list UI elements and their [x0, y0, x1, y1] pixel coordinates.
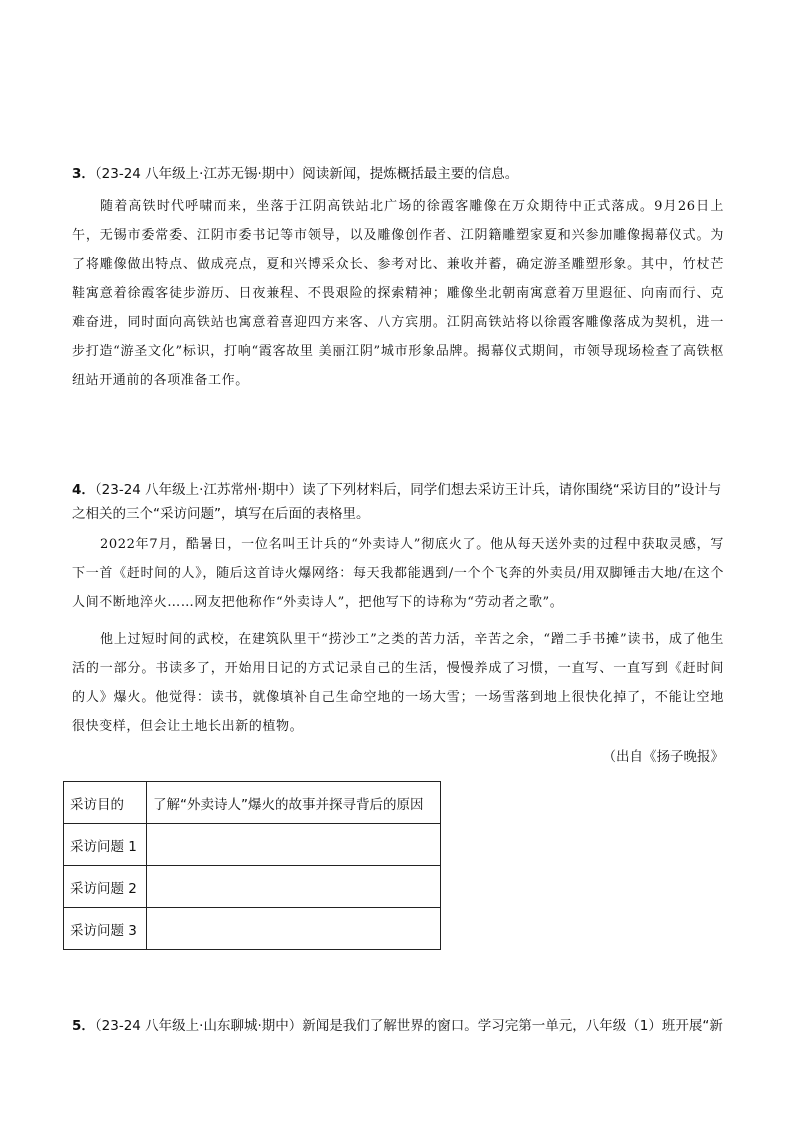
question-4-source: （出自《扬子晚报》: [602, 749, 724, 765]
table-row: [64, 866, 441, 908]
question-3: [72, 162, 724, 395]
interview-table: [63, 781, 441, 950]
question-4-material-paragraph-2: 他上过短时间的武校，在建筑队里干“捞沙工”之类的苦力活，辛苦之余，“蹭二手书摊”读书，成了他生活的一部分。书读多了，开始用日记的方式记录自己的生活，慢慢养成了习惯，一直写、一直写到《赶时间的人》爆火。他觉得：读书，就像填补自己生命空地的一场大雪；一场雪落到地上很快化掉了，不能让空地很快变样，但会让土地长出新的植物。: [72, 632, 724, 734]
question-4: [72, 478, 724, 769]
question-5: [72, 1014, 724, 1038]
question-4-stem: [72, 478, 724, 526]
question-4-number: 4．: [72, 482, 95, 498]
question-5-number: 5．: [72, 1018, 95, 1034]
table-cell-value: 了解“外卖诗人”爆火的故事并探寻背后的原因: [147, 782, 441, 824]
question-4-text: （23-24 八年级上·江苏常州·期中）读了下列材料后，同学们想去采访王计兵，请你围绕“采访目的”设计与之相关的三个“采访问题”，填写在后面的表格里。: [72, 482, 722, 522]
table-row: [64, 782, 441, 824]
question-3-number: 3．: [72, 166, 95, 182]
answer-cell-2[interactable]: [147, 866, 441, 908]
table-cell-label: 采访问题 2: [64, 866, 147, 908]
table-cell-label: 采访目的: [64, 782, 147, 824]
table-cell-label: 采访问题 3: [64, 908, 147, 950]
answer-cell-3[interactable]: [147, 908, 441, 950]
question-5-stem: [72, 1014, 724, 1038]
question-3-news-paragraph: 随着高铁时代呼啸而来，坐落于江阴高铁站北广场的徐霞客雕像在万众期待中正式落成。9月26日上午，无锡市委常委、江阴市委书记等市领导，以及雕像创作者、江阴籍雕塑家夏和兴参加雕像揭幕仪式。为了将雕像做出特点、做成亮点，夏和兴博采众长、参考对比、兼收并蓄，确定游圣雕塑形象。其中，竹杖芒鞋寓意着徐霞客徒步游历、日夜兼程、不畏艰险的探索精神；雕像坐北朝南寓意着万里遐征、向南而行、克难奋进，同时面向高铁站也寓意着喜迎四方来客、八方宾朋。江阴高铁站将以徐霞客雕像落成为契机，进一步打造“游圣文化”标识，打响“霞客故里 美丽江阴”城市形象品牌。揭幕仪式期间，市领导现场检查了高铁枢纽站开通前的各项准备工作。: [72, 199, 724, 388]
question-4-material-paragraph-1: 2022年7月，酷暑日，一位名叫王计兵的“外卖诗人”彻底火了。他从每天送外卖的过程中获取灵感，写下一首《赶时间的人》，随后这首诗火爆网络：每天我都能遇到/一个个飞奔的外卖员/用双脚锤击大地/在这个人间不断地淬火……网友把他称作“外卖诗人”，把他写下的诗称为“劳动者之歌”。: [72, 537, 724, 610]
question-3-stem: [72, 162, 724, 186]
answer-cell-1[interactable]: [147, 824, 441, 866]
question-3-text: （23-24 八年级上·江苏无锡·期中）阅读新闻，提炼概括最主要的信息。: [94, 166, 519, 182]
table-row: [64, 908, 441, 950]
table-row: [64, 824, 441, 866]
table-cell-label: 采访问题 1: [64, 824, 147, 866]
question-5-text: （23-24 八年级上·山东聊城·期中）新闻是我们了解世界的窗口。学习完第一单元，八年级（1）班开展“新: [94, 1018, 723, 1034]
